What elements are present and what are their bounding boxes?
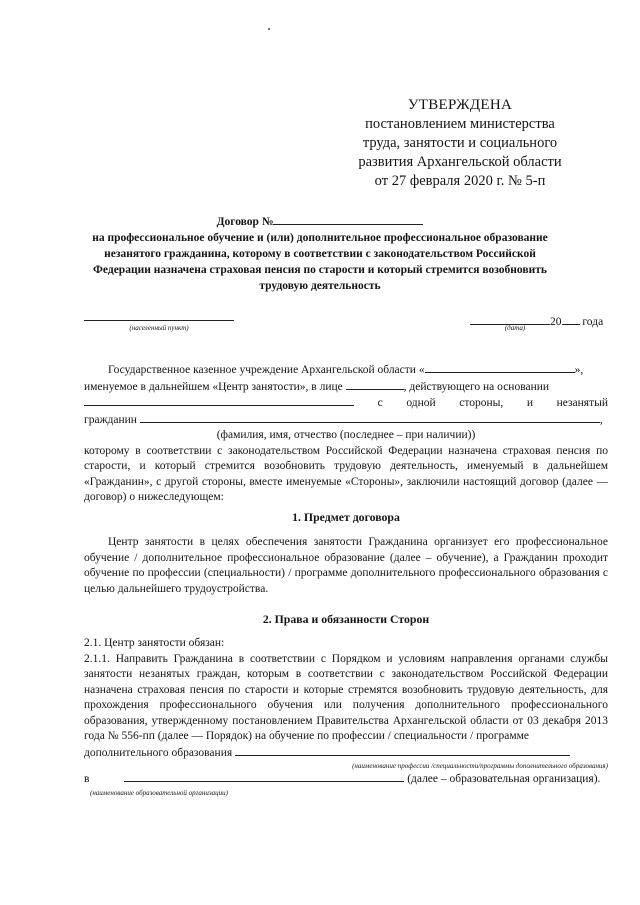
intro-text: , xyxy=(599,413,603,426)
approval-line: развития Архангельской области xyxy=(358,154,562,170)
program-blank[interactable] xyxy=(235,745,570,756)
contract-number-blank[interactable] xyxy=(273,214,423,225)
date-caption: (дата) xyxy=(504,324,526,332)
program-caption-line xyxy=(84,761,608,771)
program-line xyxy=(84,745,608,762)
agency-blank[interactable] xyxy=(425,362,575,373)
section-heading: 1. Предмет договора xyxy=(292,510,400,524)
clause-2-1: 2.1. Центр занятости обязан: xyxy=(84,637,225,649)
citizen-name-blank[interactable] xyxy=(140,412,600,423)
year-blank[interactable] xyxy=(562,314,580,325)
program-caption: (наименование профессии /специальности/программы дополнительного образования) xyxy=(352,762,608,770)
clause-text: дополнительного образования xyxy=(84,746,233,759)
clause-text: в xyxy=(84,773,90,785)
contract-number-label: Договор № xyxy=(216,216,274,228)
intro-line xyxy=(84,379,608,396)
basis-blank[interactable] xyxy=(84,395,354,406)
place-caption: (населенный пункт) xyxy=(129,324,189,332)
clause-2-1-1: 2.1.1. Направить Гражданина в соответствии с Порядком и условиям направления органами службы занятости незанятых граждан, которым в соответствии с законодательством Российской Федерации назначена страховая пенсия по старости и которые стремятся возобновить трудовую деятельность, для прохождения профессионального обучения или получения дополнительного профессионального образования, утвержденному постановлением Правительства Архангельской области от 03 декабря 2013 года № 556-пп (далее — Порядок) на обучение по профессии / специальности / программе xyxy=(84,652,608,742)
clause-text: (далее – образовательная организация). xyxy=(407,773,601,785)
approval-line: труда, занятости и социального xyxy=(362,135,558,151)
place-blank[interactable] xyxy=(84,320,234,321)
intro-text: Государственное казенное учреждение Архангельской области « xyxy=(108,364,425,376)
approval-heading: УТВЕРЖДЕНА xyxy=(407,97,513,113)
section1-paragraph: Центр занятости в целях обеспечения занятости Гражданина организует его профессиональное обучение / дополнительное профессиональное образование (далее – обучение), а Гражданин проходит обучение по профессии (специальности) / программе дополнительного профессионального образования с целью дальнейшего трудоустройства. xyxy=(84,536,608,595)
organization-blank[interactable] xyxy=(124,771,404,782)
approval-line: от 27 февраля 2020 г. № 5-п xyxy=(374,173,546,189)
intro-rest: которому в соответствии с законодательством Российской Федерации назначена страховая пенсия по старости, и который стремится возобновить трудовую деятельность, именуемый в дальнейшем «Гражданин», с другой стороны, вместе именуемые «Стороны», заключили настоящий договор (далее — договор) о нижеследующем: xyxy=(84,444,608,503)
contract-title xyxy=(80,214,560,294)
approval-block xyxy=(340,96,580,191)
intro-line xyxy=(84,395,608,412)
section2-text xyxy=(84,636,608,798)
contract-number-line xyxy=(80,214,560,230)
year-word: года xyxy=(582,316,604,328)
year-prefix: 20 xyxy=(550,316,562,328)
representative-blank[interactable] xyxy=(346,379,404,390)
intro-text: гражданин xyxy=(84,413,137,426)
intro-paragraph xyxy=(84,362,608,506)
intro-text: , действующего на основании xyxy=(403,380,550,393)
organization-caption: (наименование образовательной организации) xyxy=(90,788,228,797)
section1-text xyxy=(84,535,608,597)
intro-text: с одной стороны, и незанятый xyxy=(377,397,609,409)
section-heading: 2. Права и обязанности Сторон xyxy=(262,612,430,626)
intro-text: именуемое в дальнейшем «Центр занятости», в лице xyxy=(84,380,343,393)
intro-text: », xyxy=(574,364,584,376)
intro-line xyxy=(84,412,608,429)
organization-caption-line xyxy=(84,788,608,798)
scan-speck xyxy=(268,28,270,30)
intro-line xyxy=(84,362,608,379)
organization-line xyxy=(84,771,608,788)
approval-line: постановлением министерства xyxy=(365,116,555,132)
contract-title-text: на профессиональное обучение и (или) дополнительное профессиональное образование незанятого гражданина, которому в соответствии с законодательством Российской Федерации назначена страховая пенсия по старости и который стремится возобновить трудовую деятельность xyxy=(92,232,548,292)
fio-caption: (фамилия, имя, отчество (последнее – при наличии)) xyxy=(216,429,476,441)
